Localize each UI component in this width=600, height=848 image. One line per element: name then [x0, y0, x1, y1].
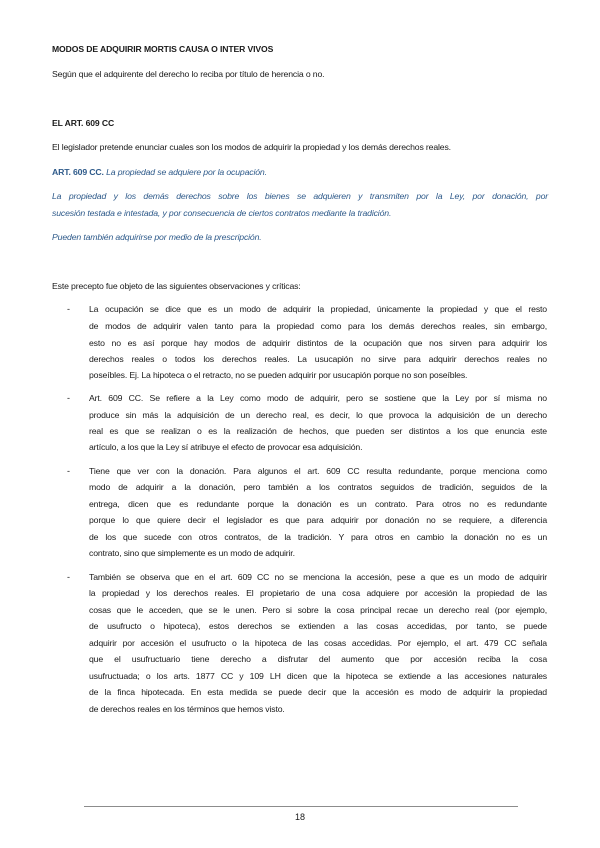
bullet-4-line: cosas que le acceden, que se le unen. Pero si sobre la cosa principal recae un derecho real (por ejemplo, — [89, 605, 547, 615]
bullet-2-line: artículo, a los que la Ley sí atribuye el efecto de provocar esa adquisición. — [89, 442, 363, 452]
bullet-4-line: usufructuada; o los arts. 1877 CC y 109 LH dicen que la hipoteca se extiende a las accesiones naturales — [89, 671, 547, 681]
bullet-2-line: produce sin más la adquisición de un derecho real, es decir, lo que provoca la adquisición de un derecho — [89, 410, 547, 420]
bullet-1-line: esto no es así porque hay modos de adquirir distintos de la ocupación que nos sirven para adquirir los — [89, 338, 547, 348]
bullet-3-line: modo de adquirir a la donación, pero también a los contratos seguidos de tradición, seguidos de la — [89, 482, 547, 492]
article-quote-line-1 — [52, 167, 267, 177]
bullet-4-line: la propiedad y los derechos reales. El propietario de una cosa adquiere por accesión la propiedad de las — [89, 588, 547, 598]
bullet-marker: - — [67, 572, 70, 582]
article-quote-line-3: sucesión testada e intestada, y por consecuencia de ciertos contratos mediante la tradición. — [52, 208, 392, 218]
section-heading-modos: MODOS DE ADQUIRIR MORTIS CAUSA O INTER VIVOS — [52, 44, 274, 54]
bullet-1-line: poseíbles. Ej. La hipoteca o el retracto, no se pueden adquirir por usucapión porque no son poseíbles. — [89, 370, 468, 380]
bullet-3-line: porque lo que quiere decir el legislador es que para adquirir por donación no se requiere, a diferencia — [89, 515, 547, 525]
bullet-1-line: derechos reales o todos los derechos reales. La usucapión no sirve para adquirir derechos reales no — [89, 354, 547, 364]
page-number: 18 — [294, 812, 305, 822]
bullet-4-line: También se observa que en el art. 609 CC no se menciona la accesión, pese a que es un modo de adquirir — [89, 572, 547, 582]
paragraph-intro: Este precepto fue objeto de las siguientes observaciones y críticas: — [52, 281, 301, 291]
bullet-2-line: real es que se realizan o es la realización de hechos, que pueden ser distintos a los que enuncia este — [89, 426, 547, 436]
bullet-marker: - — [67, 466, 70, 476]
bullet-4-line: de la finca hipotecada. En esta medida se puede decir que la accesión es modo de adquirir la propiedad — [89, 687, 547, 697]
article-quote-line-2: La propiedad y los demás derechos sobre los bienes se adquieren y transmiten por la Ley, por donación, por — [52, 191, 548, 201]
bullet-4-line: de usufructo o hipoteca), estos derechos se extienden a las cosas accedidas, por tanto, se puede — [89, 621, 547, 631]
paragraph-modos: Según que el adquirente del derecho lo reciba por título de herencia o no. — [52, 69, 325, 79]
bullet-3-line: contrato, sino que simplemente es un modo de adquirir. — [89, 548, 295, 558]
bullet-4-line: que el usufructuario tiene derecho a disfrutar del aumento que por accesión reciba la cosa — [89, 654, 547, 664]
bullet-4-line: adquirir por accesión el usufructo o la hipoteca de las cosas accedidas. Por ejemplo, el art. 479 CC señala — [89, 638, 547, 648]
bullet-2-line: Art. 609 CC. Se refiere a la Ley como modo de adquirir, pero se sostiene que la Ley por sí misma no — [89, 393, 547, 403]
bullet-3-line: Tiene que ver con la donación. Para algunos el art. 609 CC resulta redundante, porque menciona como — [89, 466, 547, 476]
article-label: ART. 609 CC. — [52, 167, 104, 177]
section-heading-art-609: EL ART. 609 CC — [52, 118, 115, 128]
article-text: La propiedad se adquiere por la ocupación. — [106, 167, 267, 177]
paragraph-legislador: El legislador pretende enunciar cuales son los modos de adquirir la propiedad y los demás derechos reales. — [52, 142, 451, 152]
bullet-3-line: de los que sucede con otros contratos, de la tradición. Y para otros en cambio la donación no es un — [89, 532, 547, 542]
bullet-marker: - — [67, 393, 70, 403]
bullet-1-line: de modos de adquirir valen tanto para la propiedad como para los demás derechos reales, sin embargo, — [89, 321, 547, 331]
bullet-marker: - — [67, 304, 70, 314]
footer-divider — [84, 806, 518, 807]
bullet-4-line: de derechos reales en los términos que hemos visto. — [89, 704, 285, 714]
bullet-1-line: La ocupación se dice que es un modo de adquirir la propiedad, únicamente la propiedad y que el resto — [89, 304, 547, 314]
article-quote-line-4: Pueden también adquirirse por medio de la prescripción. — [52, 232, 262, 242]
bullet-3-line: entrega, dicen que es redundante porque la donación es un contrato. Para otros no es redundante — [89, 499, 547, 509]
